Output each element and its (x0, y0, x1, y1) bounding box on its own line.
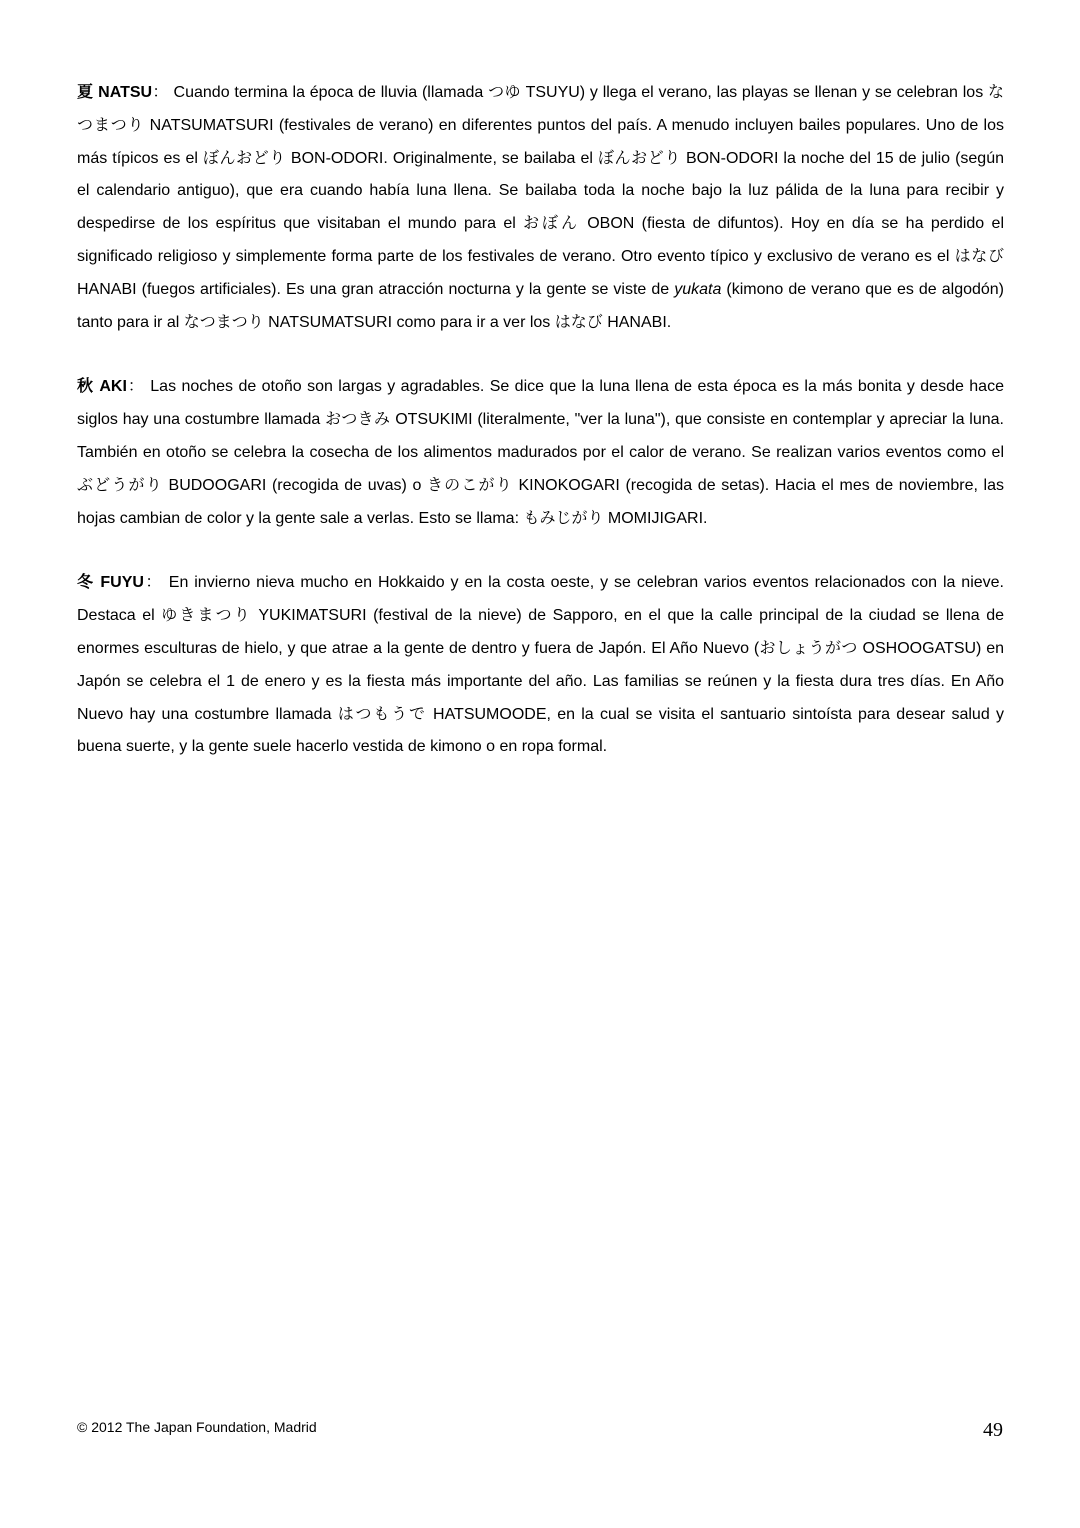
section-natsu (77, 77, 1004, 339)
section-aki (77, 371, 1004, 535)
season-name: NATSU (98, 84, 153, 101)
season-text: En invierno nieva mucho en Hokkaido y en la costa oeste, y se celebran varios eventos relacionados con la nieve. Destaca el ゆきまつり YUKIMATSURI (festival de la nieve) de Sapporo, en el que la calle principal de la ciudad se llena de enormes esculturas de hielo, y que atrae a la gente de dentro y fuera de Japón. El Año Nuevo (おしょうがつ OSHOOGATSU) en Japón se celebra el 1 de enero y es la fiesta más importante del año. Las familias se reúnen y la fiesta dura tres días. En Año Nuevo hay una costumbre llamada はつもうで HATSUMOODE, en la cual se visita el santuario sintoísta para desear salud y buena suerte, y la gente suele hacerlo vestida de kimono o en ropa formal. (77, 574, 1004, 756)
season-name: FUYU (100, 574, 144, 592)
footer-copyright: © 2012 The Japan Foundation, Madrid (77, 1419, 317, 1435)
season-text-italic: yukata (674, 280, 722, 298)
season-kanji: 秋 (77, 378, 94, 396)
season-text-continued: (kimono de verano que es de algodón) tanto para ir al なつまつり NATSUMATSURI como para ir a ver los はなび HANABI. (77, 280, 1005, 331)
season-name: AKI (99, 378, 127, 396)
section-fuyu (77, 567, 1004, 764)
page-number: 49 (983, 1419, 1003, 1441)
season-text: Cuando termina la época de lluvia (llamada つゆ TSUYU) y llega el verano, las playas se llenan y se celebran los なつまつり NATSUMATSURI (festivales de verano) en diferentes puntos del país. A menudo incluyen bailes populares. Uno de los más típicos es el ぼんおどり BON-ODORI. Originalmente, se bailaba el ぼんおどり BON-ODORI la noche del 15 de julio (según el calendario antiguo), que era cuando había luna llena. Se bailaba toda la noche bajo la luz pálida de la luna para recibir y despedirse de los espíritus que visitaban el mundo para el おぼん OBON (fiesta de difuntos). Hoy en día se ha perdido el significado religioso y simplemente forma parte de los festivales de verano. Otro evento típico y exclusivo de verano es el はなび HANABI (fuegos artificiales). Es una gran atracción nocturna y la gente se viste de (77, 84, 1004, 298)
season-separator: ： (143, 574, 163, 592)
season-kanji: 夏 (77, 84, 94, 101)
document-body (77, 77, 1004, 796)
season-kanji: 冬 (77, 574, 95, 592)
season-separator: ： (126, 378, 145, 396)
season-text: Las noches de otoño son largas y agradables. Se dice que la luna llena de esta época es la más bonita y desde hace siglos hay una costumbre llamada おつきみ OTSUKIMI (literalmente, "ver la luna"), que consiste en contemplar y apreciar la luna. También en otoño se celebra la cosecha de los alimentos madurados por el calor de verano. Se realizan varios eventos como el ぶどうがり BUDOOGARI (recogida de uvas) o きのこがり KINOKOGARI (recogida de setas). Hacia el mes de noviembre, las hojas cambian de color y la gente sale a verlas. Esto se llama: もみじがり MOMIJIGARI. (77, 378, 1004, 527)
season-separator: ： (152, 84, 169, 101)
